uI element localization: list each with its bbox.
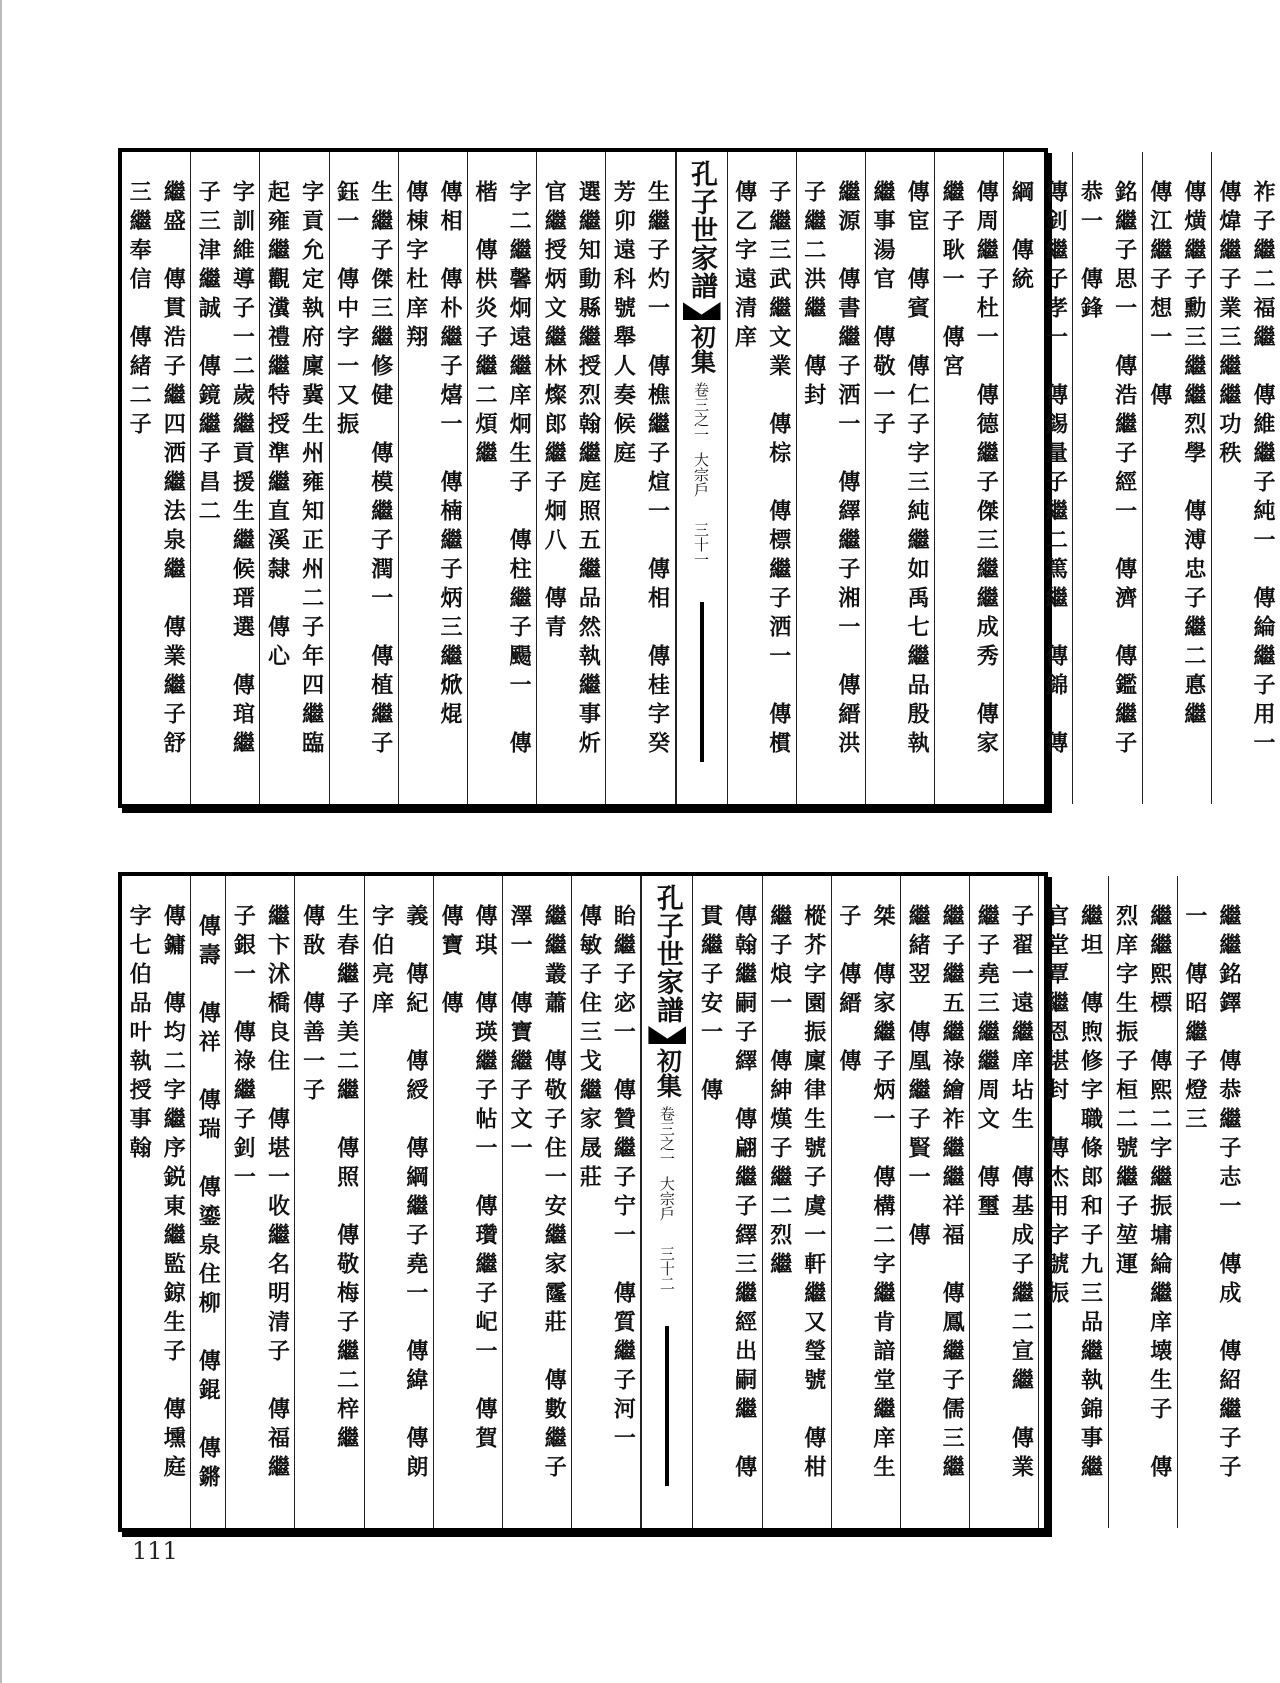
text-column xyxy=(1039,876,1108,1528)
column-text: 字訓維導子一二歲繼貢援生繼候瑨選 傳琯繼子三津繼誠 傳鏡繼子昌二 xyxy=(195,180,256,760)
text-column xyxy=(797,152,866,804)
text-column xyxy=(1073,152,1142,804)
center-fold-column xyxy=(676,152,728,804)
text-column xyxy=(122,876,191,1528)
text-column xyxy=(1178,876,1246,1528)
branch-label: 大宗戶 xyxy=(657,1176,676,1221)
column-text: 字二繼馨炯遠繼庠炯生子 傳柱繼子颺一 傳楷 傳栱炎子繼二煩繼 xyxy=(472,180,533,760)
column-text: 繼源 傳書繼子洒一 傳繹繼子湘一 傳縉洪子繼二洪繼 傳封 xyxy=(800,180,861,760)
leaf-number: 三十二 xyxy=(657,1246,676,1291)
fishtail-mark xyxy=(648,1026,686,1044)
column-text: 傳宦 傳賓 傳仁子字三純繼如禹七繼品殷執繼事湯官 傳敬一子 xyxy=(869,180,931,760)
column-text: 繼坦 傳煦修字職條郎和子九三品繼執錦事繼官堂覃繼恩堪封 傳杰用字號振 xyxy=(1043,904,1104,1484)
genealogy-page-31 xyxy=(118,148,1276,808)
book-title: 孔子世家譜 xyxy=(686,160,717,300)
column-text: 子繼三武繼文業 傳棕 傳標繼子洒一 傳樌 傳乙字遠清庠 xyxy=(731,180,792,789)
leaf-number: 三十一 xyxy=(692,522,710,567)
column-text: 傳熿繼子勳三繼繼烈學 傳溥忠子繼二悳繼 傳江繼子想一 傳 xyxy=(1146,180,1207,760)
column-text: 生繼子灼一 傳樵繼子煊一 傳相 傳桂字癸芳卯遠科號舉人奏候庭 xyxy=(610,180,671,760)
text-column xyxy=(191,152,260,804)
column-text: 義 傳紀 傳綬 傳綱繼子堯一 傳緯 傳朗字伯亮庠 xyxy=(368,904,429,1484)
text-column xyxy=(1212,152,1280,804)
volume-label: 卷三之一 xyxy=(692,382,710,442)
page-number: 111 xyxy=(132,1537,178,1565)
column-text: 傳周繼子杜一 傳德繼子傑三繼繼成秀 傳家繼子耿一 傳宮 xyxy=(939,180,1000,760)
text-column xyxy=(191,876,226,1528)
text-column xyxy=(537,152,606,804)
column-text: 子翟一遠繼庠坫生 傳基成子繼二宣繼 傳業繼子堯三繼繼周文 傳璽 xyxy=(974,904,1035,1484)
text-column xyxy=(1109,876,1178,1528)
column-text: 傳琪 傳瑛繼子帖一 傳瓚繼子屺一 傳賀 傳寶 傳 xyxy=(437,904,499,1484)
text-column xyxy=(330,152,399,804)
column-text: 繼繼熙標 傳熙二字繼振墉綸繼庠壊生子 傳烈庠字生振子桓二號繼子堃運 xyxy=(1112,904,1173,1484)
column-text: 樅芥字園振廩律生號子虞一軒繼又瑩號 傳柑繼子烺一 傳紳熯子繼二烈繼 xyxy=(766,904,827,1484)
text-column xyxy=(572,876,641,1528)
column-text: 繼繼銘鐸 傳恭繼子志一 傳成 傳紹繼子子一 傳昭繼子燈三 xyxy=(1181,904,1242,1484)
column-text: 繼子繼五繼祿繪祚繼繼祥福 傳鳳繼子儒三繼繼緒翌 傳凰繼子賢一 傳 xyxy=(905,904,966,1484)
scan-edge xyxy=(0,0,2,1683)
center-bar xyxy=(700,602,704,762)
text-column xyxy=(693,876,762,1528)
column-text: 生春繼子美二繼 傳照 傳敬梅子繼二梓繼 傳敔 傳善一子 xyxy=(299,904,360,1484)
text-column xyxy=(1004,152,1073,804)
text-column xyxy=(122,152,191,804)
text-column xyxy=(295,876,364,1528)
text-column xyxy=(970,876,1039,1528)
text-column xyxy=(503,876,572,1528)
text-column xyxy=(832,876,901,1528)
collection-label: 初集 xyxy=(687,324,717,374)
genealogy-page-32 xyxy=(118,872,1242,1532)
center-bar xyxy=(665,1326,669,1486)
text-column xyxy=(901,876,970,1528)
branch-label: 大宗戶 xyxy=(692,452,710,497)
volume-label: 卷三之一 xyxy=(657,1106,676,1166)
text-column xyxy=(260,152,329,804)
fishtail-mark xyxy=(683,302,721,320)
column-grid xyxy=(122,152,1276,804)
column-text: 繼盛 傳貫浩子繼四洒繼法泉繼 傳業繼子舒三繼奉信 傳緒二子 xyxy=(126,180,187,760)
column-text: 選繼知動縣繼授烈翰繼庭照五繼品然執繼事炘官繼授炳文繼林燦郎繼子炯八 傳青 xyxy=(541,180,602,760)
text-column xyxy=(763,876,832,1528)
text-column xyxy=(226,876,295,1528)
text-column xyxy=(434,876,503,1528)
text-column xyxy=(606,152,675,804)
center-fold-column xyxy=(641,876,693,1528)
column-text: 眙繼子宓一 傳贊繼子宁一 傳質繼子河一 傳敏子住三戈繼家晟莊 xyxy=(576,904,637,1484)
collection-label: 初集 xyxy=(653,1048,683,1098)
column-text: 字貢允定執府廩冀生州雍知正州二子年四繼臨起雍繼觀瀵禮繼特授準繼直溪隸 傳心 xyxy=(264,180,325,760)
text-column xyxy=(468,152,537,804)
column-grid xyxy=(122,876,1242,1528)
text-column xyxy=(935,152,1004,804)
text-column xyxy=(399,152,468,804)
column-text: 傳釗繼子孝一 傳錫量子繼二篤繼 傳錦 傳綱 傳統 xyxy=(1008,180,1069,760)
column-text: 桀 傳家繼子炳一 傳構二字繼肯諳堂繼庠生子 傳縉 傳 xyxy=(835,904,896,1484)
text-column xyxy=(866,152,935,804)
text-column xyxy=(728,152,797,804)
column-text: 祚子繼二福繼 傳維繼子純一 傳綸繼子用一 傳煒繼子業三繼繼功秩 xyxy=(1215,180,1276,789)
text-column xyxy=(365,876,434,1528)
column-text: 繼卞沭橋良住 傳堪一收繼名明清子 傳福繼子銀一 傳祿繼子釗一 xyxy=(230,904,291,1484)
column-text: 傳鏞 傳均二字繼序鋭東繼監鍄生子 傳壎庭字七伯品叶執授事翰 xyxy=(126,904,187,1484)
column-text: 繼繼叢蕭 傳敬子住一安繼家霳莊 傳數繼子澤一 傳寶繼子文一 xyxy=(507,904,568,1484)
book-title: 孔子世家譜 xyxy=(651,884,683,1024)
column-text: 傳翰繼嗣子繹 傳翩繼子繹三繼經出嗣繼 傳貫繼子安一 傳 xyxy=(697,904,758,1484)
column-text: 傳壽 傳祥 傳瑞 傳鎏泉住柳 傳錕 傳鏘 xyxy=(195,914,222,1494)
column-text: 生繼子傑三繼修健 傳模繼子潤一 傳植繼子鈺一 傳中字一又振 xyxy=(333,180,394,760)
text-column xyxy=(1143,152,1212,804)
column-text: 銘繼子思一 傳浩繼子經一 傳濟 傳鑑繼子恭一 傳鋒 xyxy=(1077,180,1138,760)
column-text: 傳相 傳朴繼子熺一 傳楠繼子炳三繼焮焜 傳棟字杜庠翔 xyxy=(402,180,463,760)
